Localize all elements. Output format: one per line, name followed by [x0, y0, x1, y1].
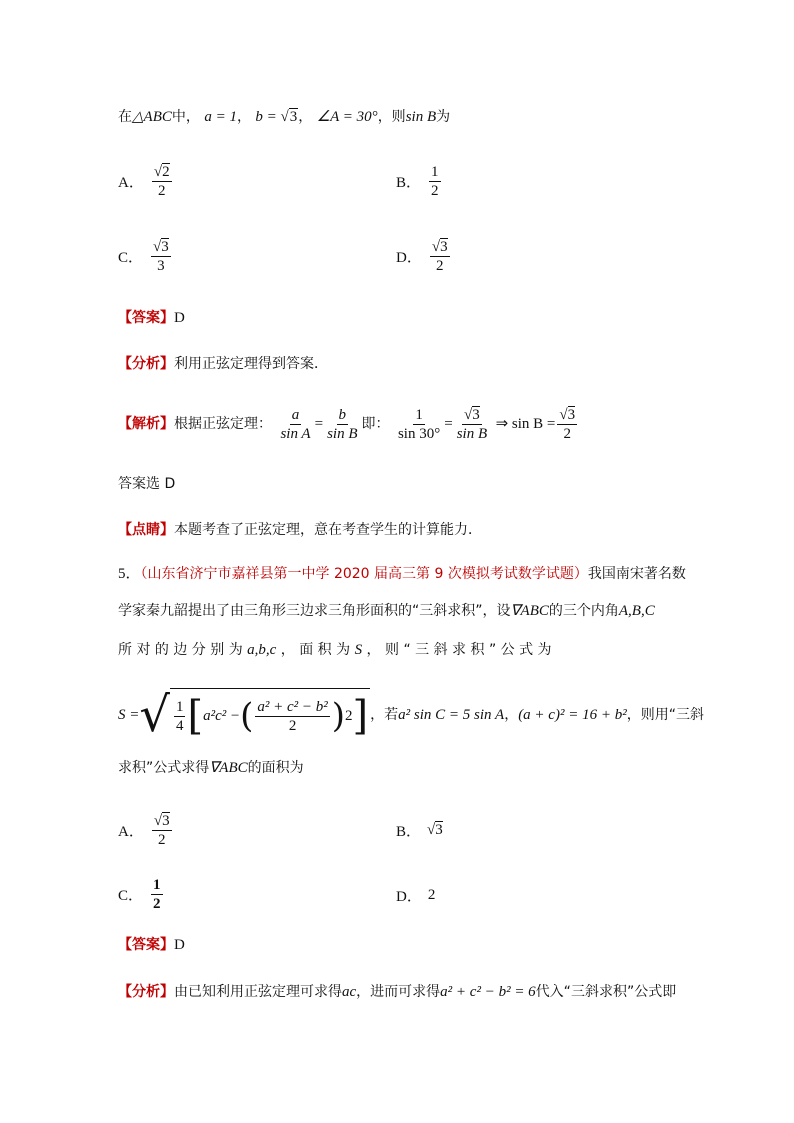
fraction — [278, 406, 312, 443]
analysis-text: 利用正弦定理得到答案． — [174, 356, 328, 372]
left-paren: ( — [240, 696, 254, 736]
answer-tag: 【答案】 — [118, 937, 174, 953]
question-text: ，若 — [370, 706, 399, 723]
fraction-numerator: √3 — [464, 406, 480, 423]
fraction-denominator: 2 — [288, 717, 297, 734]
right-paren: ) — [331, 696, 346, 736]
radical-sign: √ — [139, 686, 170, 743]
fraction-numerator: a — [291, 406, 300, 423]
question-text: 求积”公式求得 — [118, 760, 210, 776]
fraction — [557, 406, 577, 443]
final-answer-text: 答案选 D — [118, 476, 176, 492]
fraction — [396, 406, 442, 443]
radicand: 3 — [472, 406, 480, 423]
stem-text: ，则 — [377, 109, 406, 125]
condition-angle: ∠A = 30° — [316, 109, 378, 125]
q5-answer — [118, 935, 185, 955]
q4-answer — [118, 308, 185, 328]
option-fraction — [152, 812, 172, 849]
equals: = — [314, 416, 324, 432]
fraction-denominator: sin A — [280, 425, 311, 442]
stem-text: 在 — [118, 109, 132, 125]
analysis-expr: ac — [342, 984, 357, 1000]
q5-line-1 — [118, 564, 686, 584]
radicand — [170, 688, 370, 741]
fraction — [325, 406, 359, 443]
radicand: 3 — [162, 813, 170, 829]
analysis-text: 代入“三斜求积”公式即 — [535, 984, 677, 1000]
option-fraction — [151, 238, 171, 275]
option-fraction — [151, 876, 163, 913]
fraction-denominator: sin B — [456, 425, 488, 442]
question-number: 5． — [118, 566, 141, 582]
question-text: ，则用“三斜 — [626, 706, 704, 723]
fraction-denominator: 3 — [157, 258, 165, 274]
fraction-numerator: a² + c² − b² — [257, 698, 328, 715]
question-text: ， 面 积 为 — [280, 642, 351, 658]
fraction — [455, 406, 489, 443]
equals: = — [444, 416, 453, 432]
q5-line-2 — [118, 601, 655, 621]
question-source: （山东省济宁市嘉祥县第一中学 2020 届高三第 9 次模拟考试数学试题） — [140, 566, 588, 582]
fraction-numerator: 1 — [175, 698, 184, 715]
triangle-label: ∇ABC — [209, 760, 248, 776]
q5-option-a[interactable] — [118, 812, 174, 849]
option-label: C． — [118, 250, 144, 266]
sqrt-symbol: √3 — [280, 109, 298, 125]
q4-solution — [118, 404, 579, 444]
analysis-tag: 【分析】 — [118, 984, 174, 1000]
fraction — [174, 698, 186, 735]
q4-option-d[interactable] — [396, 238, 452, 275]
fraction-numerator: √3 — [153, 813, 170, 829]
fraction-numerator: √2 — [153, 164, 170, 180]
stem-text: 中， — [171, 109, 200, 125]
q5-option-d[interactable] — [396, 885, 435, 906]
comment-text: 本题考查了正弦定理，意在考查学生的计算能力． — [174, 522, 482, 538]
question-text: 的三个内角 — [548, 603, 619, 619]
fraction-numerator: √3 — [559, 406, 576, 423]
separator: ， — [298, 109, 313, 125]
option-label: C． — [118, 888, 144, 904]
solution-text: 根据正弦定理： — [174, 416, 272, 432]
q5-option-c[interactable] — [118, 876, 165, 913]
q4-option-a[interactable] — [118, 163, 174, 200]
left-bracket: [ — [187, 693, 204, 739]
fraction-numerator: b — [338, 406, 347, 423]
angle-labels: A,B,C — [618, 603, 655, 619]
question-text: 的面积为 — [247, 760, 304, 776]
option-label: B． — [396, 824, 422, 840]
q5-formula-line — [118, 688, 704, 741]
fraction — [255, 698, 329, 735]
condition-b: b = — [255, 109, 281, 125]
question-text: ， 则 “ 三 斜 求 积 ” 公 式 为 — [366, 642, 552, 658]
sqrt-symbol: √3 — [427, 822, 443, 838]
q4-comment — [118, 520, 482, 540]
option-label: B． — [396, 175, 422, 191]
condition-1: a² sin C = 5 sin A — [398, 706, 505, 723]
q4-option-c[interactable] — [118, 238, 173, 275]
answer-tag: 【答案】 — [118, 310, 174, 326]
condition-2: (a + c)² = 16 + b² — [518, 706, 627, 723]
option-fraction — [429, 163, 441, 200]
fraction-denominator: 2 — [431, 183, 439, 199]
solution-text: 即： — [361, 416, 390, 432]
exponent: 2 — [345, 708, 353, 724]
q5-line-3 — [118, 640, 552, 660]
option-fraction — [152, 163, 172, 200]
q5-option-b[interactable] — [396, 820, 443, 841]
formula-term: a²c² − — [203, 708, 241, 724]
fraction-numerator: 1 — [415, 406, 423, 423]
fraction-denominator: 2 — [153, 896, 161, 912]
fraction-denominator: sin 30° — [397, 425, 441, 442]
triangle-label: ∇ABC — [510, 603, 549, 619]
question-text: 学家秦九韶提出了由三角形三边求三角形面积的“三斜求积”，设 — [118, 603, 511, 619]
q5-line-5 — [118, 758, 304, 778]
option-label: A． — [118, 175, 144, 191]
fraction-numerator: √3 — [431, 239, 448, 255]
radicand: 3 — [567, 406, 576, 423]
formula-s: S = — [118, 706, 140, 723]
solution-tag: 【解析】 — [118, 416, 174, 432]
sqrt-symbol — [139, 688, 370, 741]
stem-text: 为 — [436, 109, 451, 125]
fraction-denominator: 2 — [435, 258, 444, 274]
analysis-tag: 【分析】 — [118, 356, 174, 372]
radicand: 2 — [162, 164, 170, 180]
fraction-denominator: 2 — [563, 425, 571, 442]
option-label: A． — [118, 824, 144, 840]
option-fraction — [430, 238, 450, 275]
area-symbol: S — [354, 642, 363, 658]
answer-value: D — [174, 937, 185, 953]
fraction-numerator: 1 — [153, 877, 161, 893]
option-label: D． — [396, 889, 422, 905]
analysis-text: ，进而可求得 — [356, 984, 441, 1000]
comment-tag: 【点睛】 — [118, 522, 174, 538]
q4-analysis — [118, 354, 328, 374]
radicand: 3 — [440, 239, 448, 255]
q5-analysis — [118, 982, 676, 1002]
right-bracket: ] — [352, 693, 369, 739]
option-label: D． — [396, 250, 422, 266]
sin-b: sin B — [405, 109, 437, 125]
radicand: 3 — [435, 822, 443, 838]
fraction-denominator: sin B — [327, 425, 358, 442]
fraction-denominator: 2 — [157, 832, 166, 848]
question-text: 我国南宋著名数 — [587, 566, 686, 582]
q4-final — [118, 474, 175, 494]
triangle-label: △ABC — [132, 109, 172, 125]
condition-a: a = 1 — [204, 109, 237, 125]
fraction-denominator: 2 — [157, 183, 166, 199]
analysis-expr: a² + c² − b² = 6 — [440, 984, 536, 1000]
question-text: 所 对 的 边 分 别 为 — [118, 642, 243, 658]
fraction-denominator: 4 — [175, 717, 184, 734]
question-text: ， — [504, 706, 519, 723]
implies: ⇒ sin B = — [495, 416, 556, 432]
radicand: 3 — [161, 239, 169, 255]
side-labels: a,b,c — [247, 642, 277, 658]
q4-stem — [118, 107, 450, 127]
q4-option-b[interactable] — [396, 163, 443, 200]
answer-value: D — [174, 310, 185, 326]
radicand: 3 — [289, 109, 298, 125]
separator: ， — [236, 109, 251, 125]
option-value: 2 — [427, 887, 436, 903]
analysis-text: 由已知利用正弦定理可求得 — [174, 984, 342, 1000]
fraction-numerator: 1 — [431, 164, 439, 180]
fraction-numerator: √3 — [153, 239, 169, 255]
